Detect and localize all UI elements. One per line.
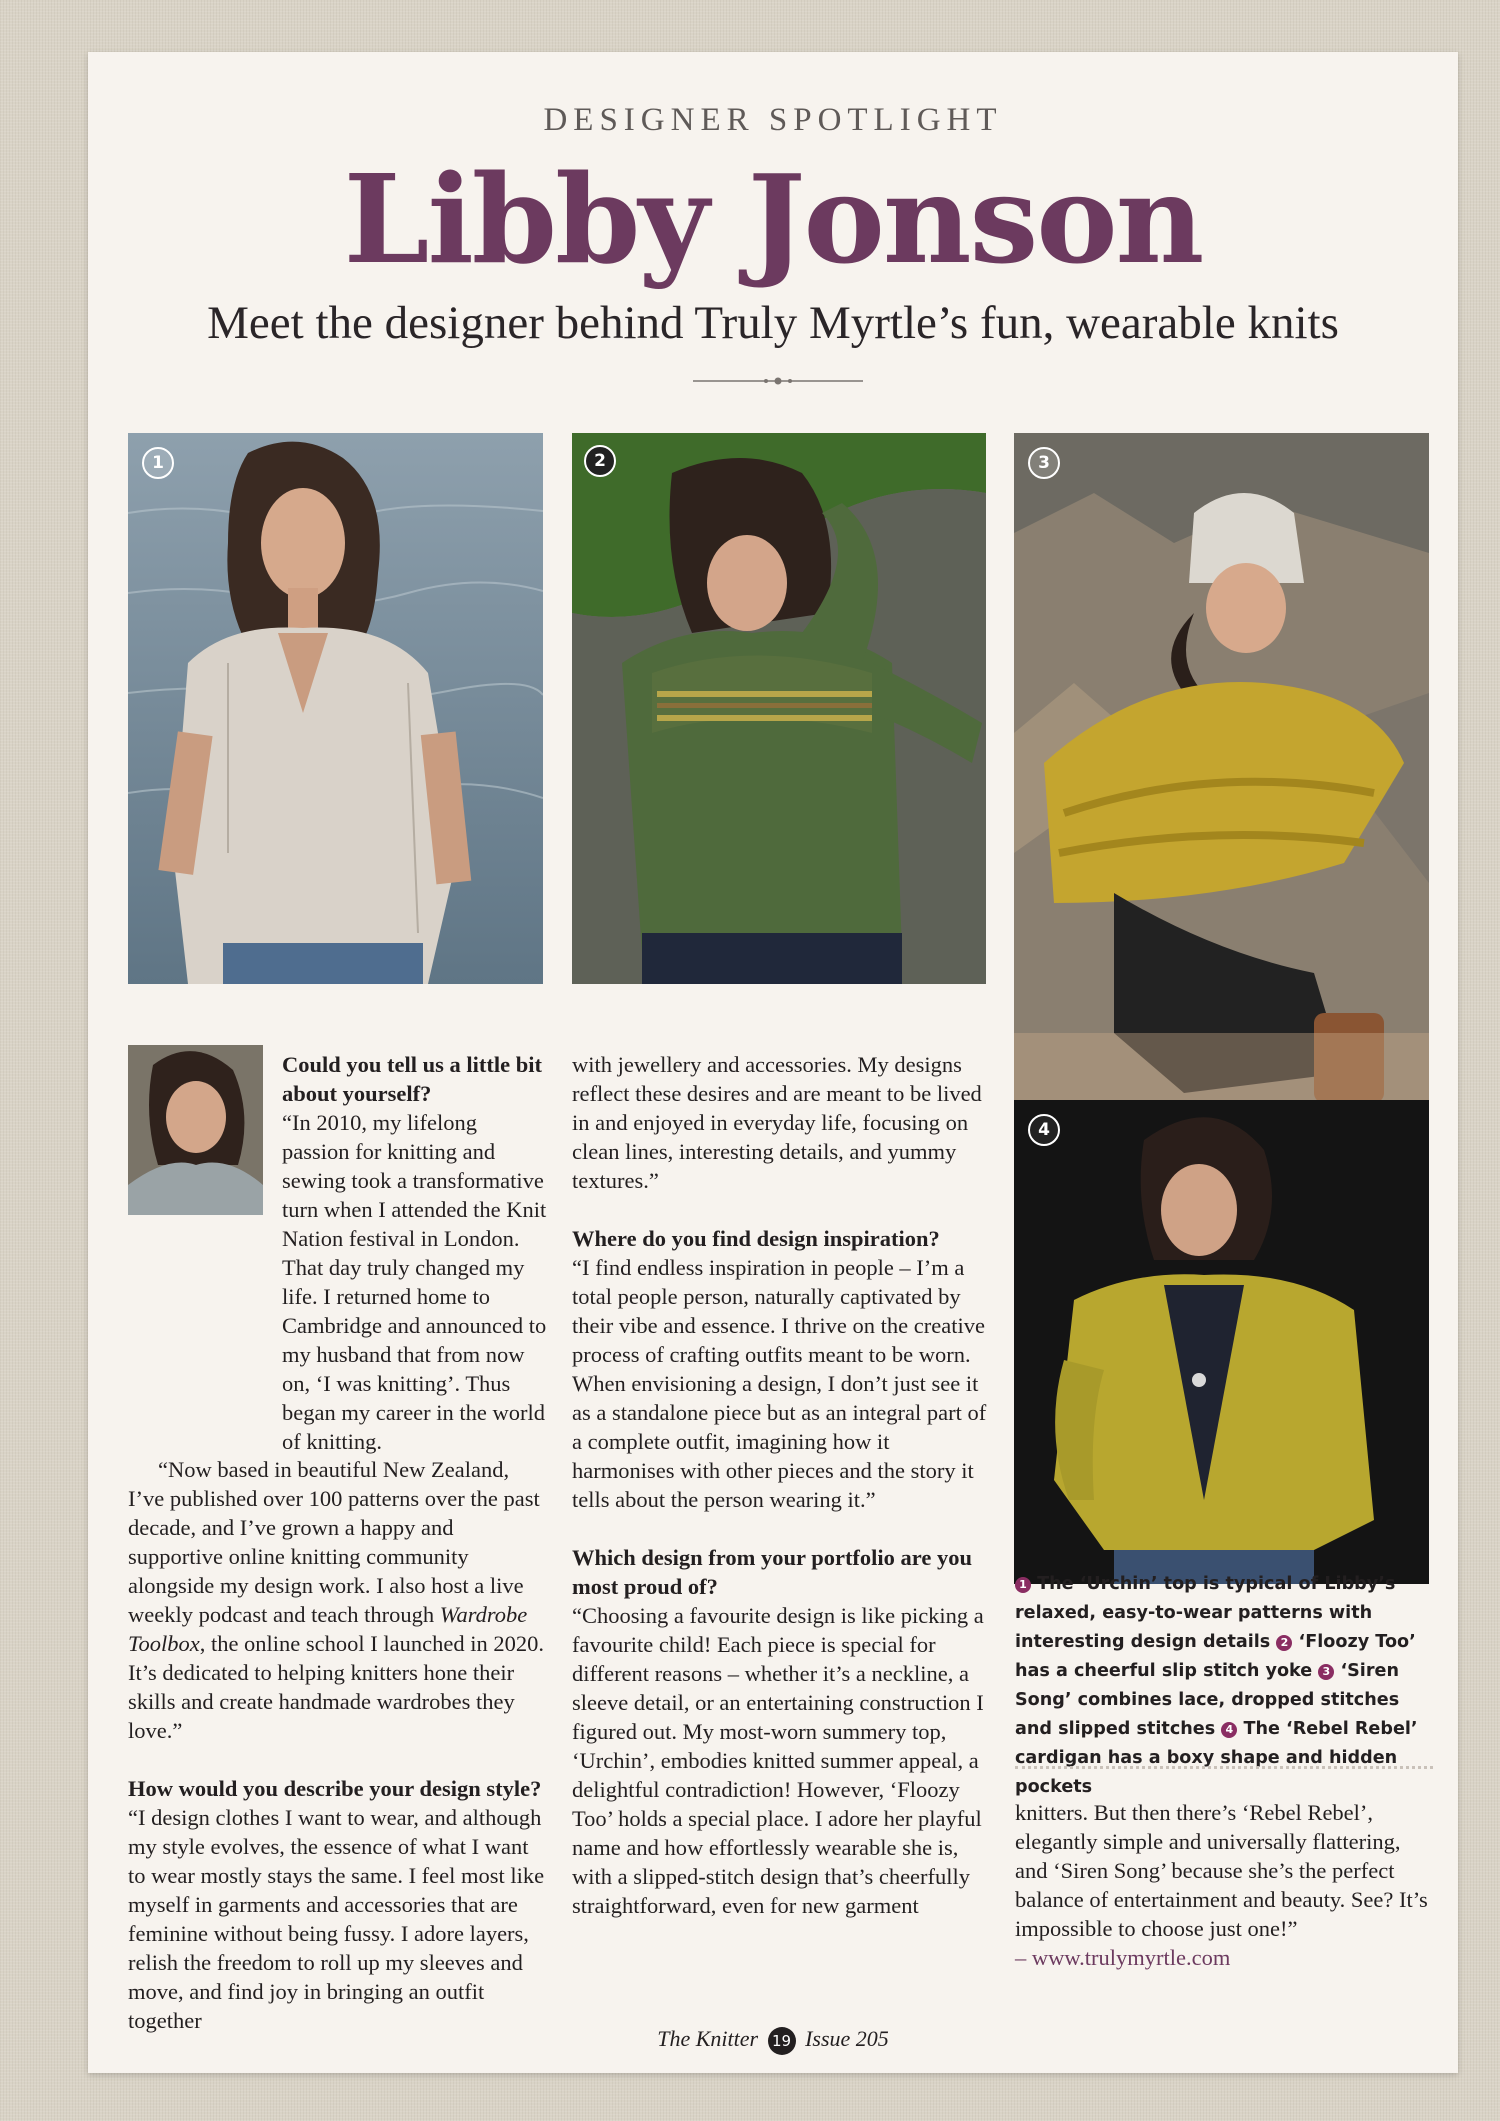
photo-badge-4: 4	[1028, 1114, 1060, 1146]
photo-rebel-rebel	[1014, 1100, 1429, 1584]
magazine-name: The Knitter	[657, 2026, 759, 2051]
question-design-inspiration: Where do you find design inspiration?	[572, 1226, 940, 1251]
article-column-3	[1015, 1798, 1435, 1972]
page-title: Libby Jonson	[343, 147, 1203, 291]
paragraph: “Choosing a favourite design is like picking a favourite child! Each piece is special for different reasons – whether it’s a neckline, a sleeve detail, or an entertaining construction I figured out. My most-worn summery top, ‘Urchin’, embodies knitted summer appeal, a delightful contradiction! However, ‘Floozy Too’ holds a special place. I adore her playful name and how effortlessly wearable she is, with a slipped-stitch design that’s cheerfully straightforward, even for new garment	[572, 1603, 984, 1918]
page-footer	[88, 2026, 1458, 2055]
photo-badge-3: 3	[1028, 447, 1060, 479]
question-design-style: How would you describe your design style?	[128, 1776, 542, 1801]
caption-number-1: 1	[1015, 1577, 1031, 1593]
article-column-1-continued	[128, 1455, 548, 2035]
paragraph: “I find endless inspiration in people – I’m a total people person, naturally captivated by their vibe and essence. I thrive on the creative process of crafting outfits meant to be worn. When envisioning a design, I don’t just see it as a standalone piece but as an integral part of a complete outfit, imagining how it harmonises with other pieces and the story it tells about the person wearing it.”	[572, 1255, 987, 1512]
paragraph: “I design clothes I want to wear, and although my style evolves, the essence of what I want to wear mostly stays the same. I feel most like myself in garments and accessories that are feminine without being fussy. I adore layers, relish the freedom to roll up my sleeves and move, and find joy in bringing an outfit together	[128, 1805, 545, 2033]
school-name: Wardrobe Toolbox	[128, 1602, 528, 1656]
divider-ornament	[693, 374, 863, 388]
photo-badge-1: 1	[142, 447, 174, 479]
caption-number-3: 3	[1318, 1664, 1334, 1680]
photo-siren-song	[1014, 433, 1429, 1121]
issue-number: Issue 205	[805, 2026, 889, 2051]
question-proudest-design: Which design from your portfolio are you most proud of?	[572, 1545, 973, 1599]
photo-caption: 1 The ‘Urchin’ top is typical of Libby’s relaxed, easy-to-wear patterns with interesting design details 2 ‘Floozy Too’ has a cheerful slip stitch yoke 3 ‘Siren Song’ combines lace, dropped stitches and slipped stitches 4 The ‘Rebel Rebel’ cardigan has a boxy shape and hidden pockets	[1015, 1574, 1418, 1797]
photo-badge-2: 2	[584, 445, 616, 477]
photo-floozy-too	[572, 433, 986, 984]
article-column-1	[128, 1050, 548, 1456]
paragraph: “In 2010, my lifelong passion for knitting and sewing took a transformative turn when I attended the Knit Nation festival in London. That day truly changed my life. I returned home to Cambridge and announced to my husband that from now on, ‘I was knitting’. Thus began my career in the world of knitting.	[282, 1110, 547, 1454]
magazine-page	[88, 52, 1458, 2073]
question-about-yourself: Could you tell us a little bit about yourself?	[282, 1052, 543, 1106]
paragraph: knitters. But then there’s ‘Rebel Rebel’, elegantly simple and universally flattering, and ‘Siren Song’ because she’s the perfect balance of entertainment and beauty. See? It’s impossible to choose just one!”	[1015, 1800, 1428, 1941]
paragraph: “Now based in beautiful New Zealand, I’ve published over 100 patterns over the past decade, and I’ve grown a happy and supportive online knitting community alongside my design work. I also host a live weekly podcast and teach through Wardrobe Toolbox, the online school I launched in 2020. It’s dedicated to helping knitters hone their skills and create handmade wardrobes they love.”	[128, 1457, 544, 1743]
caption-number-2: 2	[1276, 1635, 1292, 1651]
photo-urchin-top	[128, 433, 543, 984]
article-column-2	[572, 1050, 990, 1920]
page-subtitle: Meet the designer behind Truly Myrtle’s fun, wearable knits	[207, 297, 1339, 349]
section-kicker: DESIGNER SPOTLIGHT	[543, 102, 1003, 138]
caption-number-4: 4	[1221, 1722, 1237, 1738]
caption-divider	[1015, 1766, 1433, 1769]
paragraph: with jewellery and accessories. My designs reflect these desires and are meant to be lived in and enjoyed in everyday life, focusing on clean lines, interesting details, and yummy textures.”	[572, 1052, 982, 1193]
website-link[interactable]: – www.trulymyrtle.com	[1015, 1945, 1231, 1970]
page-number: 19	[768, 2027, 796, 2055]
